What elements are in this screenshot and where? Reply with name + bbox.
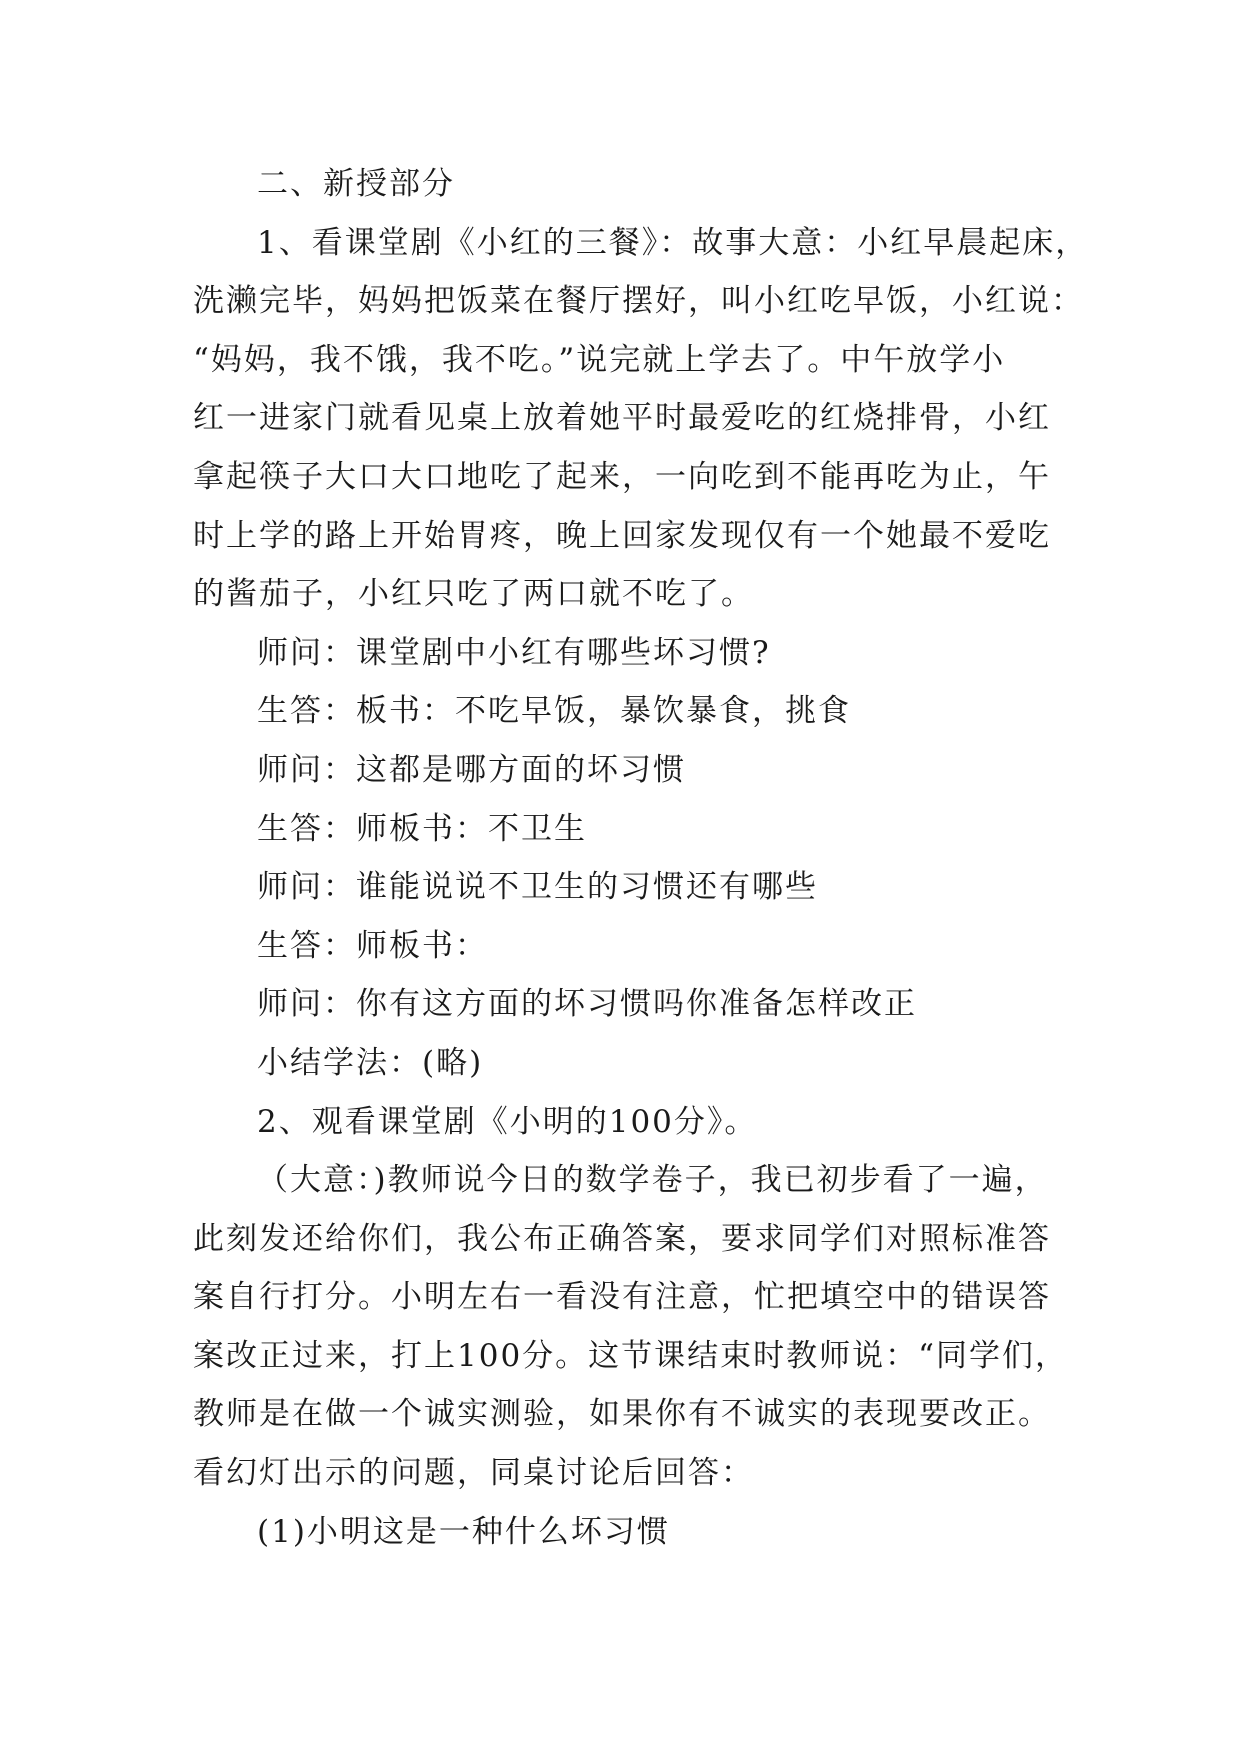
paragraph-line: （大意：)教师说今日的数学卷子，我已初步看了一遍， <box>257 1162 1048 1199</box>
dialogue-line: 师问：课堂剧中小红有哪些坏习惯? <box>257 634 771 671</box>
paragraph-line: 案自行打分。小明左右一看没有注意，忙把填空中的错误答 <box>193 1279 1051 1316</box>
dialogue-line: 师问：你有这方面的坏习惯吗你准备怎样改正 <box>257 986 917 1023</box>
paragraph-line: 看幻灯出示的问题，同桌讨论后回答： <box>193 1455 754 1492</box>
paragraph-line: 红一进家门就看见桌上放着她平时最爱吃的红烧排骨，小红 <box>193 400 1051 437</box>
section-heading: 二、新授部分 <box>257 166 455 202</box>
section-item-heading: 2、观看课堂剧《小明的100分》。 <box>257 1103 758 1140</box>
paragraph-line: 洗濑完毕，妈妈把饭菜在餐厅摆好，叫小红吃早饭，小红说： <box>193 283 1084 320</box>
document-page <box>193 155 1093 1561</box>
paragraph-line: 的酱茄子，小红只吃了两口就不吃了。 <box>193 576 754 613</box>
paragraph-line: 案改正过来，打上100分。这节课结束时教师说：“同学们， <box>193 1337 1069 1374</box>
question-line: (1)小明这是一种什么坏习惯 <box>257 1513 670 1550</box>
paragraph-line: 此刻发还给你们，我公布正确答案，要求同学们对照标准答 <box>193 1220 1051 1257</box>
dialogue-line: 生答：师板书： <box>257 927 488 964</box>
dialogue-line: 师问：这都是哪方面的坏习惯 <box>257 751 686 788</box>
dialogue-line: 师问：谁能说说不卫生的习惯还有哪些 <box>257 869 818 906</box>
summary-line: 小结学法：(略) <box>257 1044 484 1081</box>
dialogue-line: 生答：师板书：不卫生 <box>257 810 587 847</box>
paragraph-line: 教师是在做一个诚实测验，如果你有不诚实的表现要改正。 <box>193 1396 1051 1433</box>
paragraph-line: 拿起筷子大口大口地吃了起来，一向吃到不能再吃为止，午 <box>193 458 1051 495</box>
paragraph-line: 1、看课堂剧《小红的三餐》：故事大意：小红早晨起床， <box>257 224 1089 261</box>
paragraph-line: 时上学的路上开始胃疼，晚上回家发现仅有一个她最不爱吃 <box>193 517 1051 554</box>
paragraph-line: “妈妈，我不饿，我不吃。”说完就上学去了。中午放学小 <box>193 341 1006 378</box>
dialogue-line: 生答：板书：不吃早饭，暴饮暴食，挑食 <box>257 693 851 730</box>
